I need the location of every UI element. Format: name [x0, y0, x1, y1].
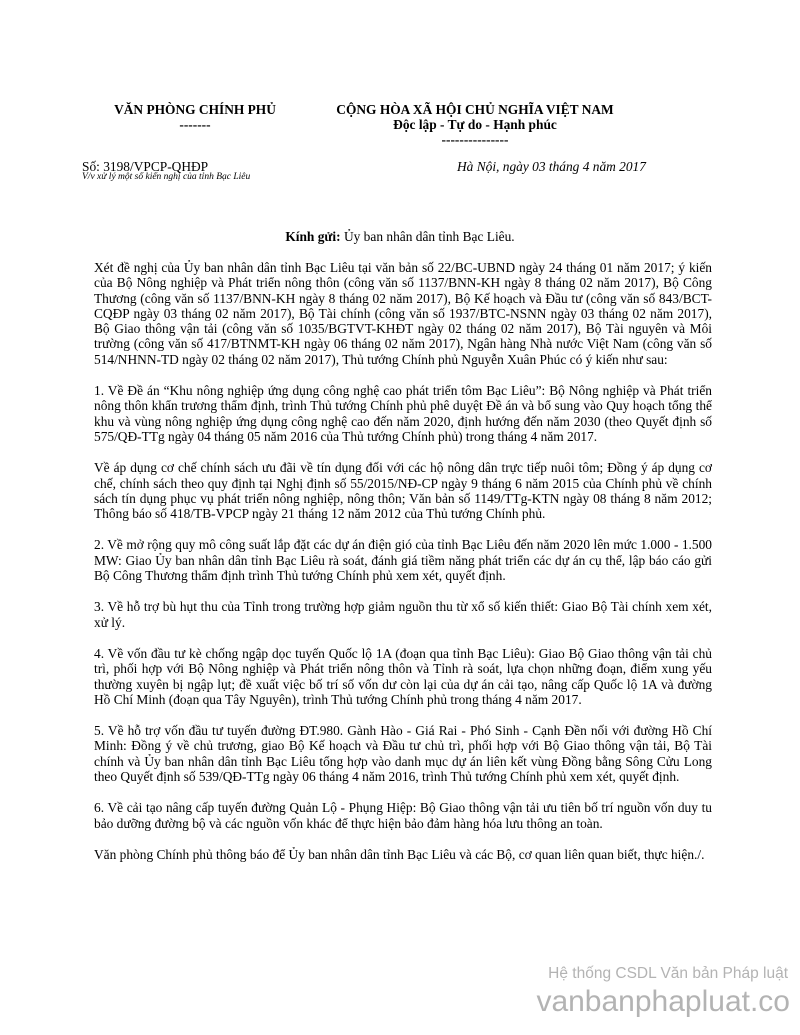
recipient-name: Ủy ban nhân dân tỉnh Bạc Liêu. [340, 229, 515, 244]
document-date: Hà Nội, ngày 03 tháng 4 năm 2017 [457, 159, 646, 174]
paragraph-item-5: 5. Về hỗ trợ vốn đầu tư tuyến đường ĐT.980. Gành Hào - Giá Rai - Phó Sinh - Cạnh Đền nối với đường Hồ Chí Minh: Đồng ý về chủ trương, giao Bộ Kế hoạch và Đầu tư chủ trì, phối hợp với Bộ Giao thông vận tải, Bộ Tài chính và Ủy ban nhân dân tỉnh Bạc Liêu tổng hợp vào danh mục dự án liên kết vùng Đồng bằng Sông Cửu Long theo Quyết định số 539/QĐ-TTg ngày 06 tháng 4 năm 2016, trình Thủ tướng Chính phủ xem xét, quyết định. [94, 723, 712, 785]
issuing-agency-block [105, 102, 285, 132]
paragraph-item-2: 2. Về mở rộng quy mô công suất lắp đặt các dự án điện gió của tỉnh Bạc Liêu đến năm 2020 lên mức 1.000 - 1.500 MW: Giao Ủy ban nhân dân tỉnh Bạc Liêu rà soát, đánh giá tiềm năng phát triển các dự án cụ thể, lập báo cáo gửi Bộ Công Thương thẩm định trình Thủ tướng Chính phủ xem xét, quyết định. [94, 537, 712, 584]
document-body [94, 260, 712, 878]
national-motto: Độc lập - Tự do - Hạnh phúc [393, 117, 557, 132]
paragraph-item-3: 3. Về hỗ trợ bù hụt thu của Tỉnh trong trường hợp giảm nguồn thu từ xổ số kiến thiết: Giao Bộ Tài chính xem xét, xử lý. [94, 599, 712, 630]
document-number: Số: 3198/VPCP-QHĐP [82, 159, 209, 174]
recipient-line [0, 229, 800, 244]
document-subject: V/v xử lý một số kiến nghị của tỉnh Bạc Liêu [82, 172, 251, 182]
paragraph-closing: Văn phòng Chính phủ thông báo để Ủy ban nhân dân tỉnh Bạc Liêu và các Bộ, cơ quan liên quan biết, thực hiện./. [94, 846, 705, 862]
agency-separator: ------- [179, 117, 211, 132]
paragraph-item-1: 1. Về Đề án “Khu nông nghiệp ứng dụng công nghệ cao phát triển tôm Bạc Liêu”: Bộ Nông nghiệp và Phát triển nông thôn khẩn trương thẩm định, trình Thủ tướng Chính phủ phê duyệt Đề án và bổ sung vào Quy hoạch tổng thể khu và vùng nông nghiệp ứng dụng công nghệ cao đến năm 2020, định hướng đến năm 2030 (theo Quyết định số 575/QĐ-TTg ngày 04 tháng 05 năm 2016 của Thủ tướng Chính phủ) trong tháng 4 năm 2017. [94, 383, 712, 444]
watermark-caption: Hệ thống CSDL Văn bản Pháp luật [548, 965, 788, 982]
recipient-label: Kính gửi: [285, 229, 341, 244]
paragraph-intro: Xét đề nghị của Ủy ban nhân dân tỉnh Bạc Liêu tại văn bản số 22/BC-UBND ngày 24 tháng 01 năm 2017; ý kiến của Bộ Nông nghiệp và Phát triển nông thôn (công văn số 1137/BNN-KH ngày 8 tháng 02 năm 2017), Bộ Công Thương (công văn số 1137/BNN-KH ngày 8 tháng 02 năm 2017), Bộ Kế hoạch và Đầu tư (công văn số 843/BCT-CQĐP ngày 03 tháng 02 năm 2017), Bộ Tài chính (công văn số 1937/BTC-NSNN ngày 03 tháng 02 năm 2017), Bộ Giao thông vận tải (công văn số 1035/BGTVT-KHĐT ngày 02 tháng 02 năm 2017), Bộ Tài nguyên và Môi trường (công văn số 417/BTNMT-KH ngày 06 tháng 02 năm 2017), Ngân hàng Nhà nước Việt Nam (công văn số 514/NHNN-TD ngày 02 tháng 02 năm 2017), Thủ tướng Chính phủ Nguyễn Xuân Phúc có ý kiến như sau: [94, 260, 712, 367]
paragraph-item-6: 6. Về cải tạo nâng cấp tuyến đường Quản Lộ - Phụng Hiệp: Bộ Giao thông vận tải ưu tiên bố trí nguồn vốn duy tu bảo dưỡng đường bộ và các nguồn vốn khác để thực hiện bảo đảm hàng hóa lưu thông an toàn. [94, 800, 712, 831]
motto-separator: --------------- [441, 132, 509, 147]
national-title-block [325, 102, 625, 147]
paragraph-item-4: 4. Về vốn đầu tư kè chống ngập dọc tuyến Quốc lộ 1A (đoạn qua tỉnh Bạc Liêu): Giao Bộ Giao thông vận tải chủ trì, phối hợp với Bộ Nông nghiệp và Phát triển nông thôn và Tỉnh rà soát, lựa chọn những đoạn, điểm xung yếu thường xuyên bị ngập lụt; đề xuất việc bố trí số vốn dư còn lại của dự án cải tạo, nâng cấp Quốc lộ 1A và đường Hồ Chí Minh (đoạn qua Tây Nguyên), trình Thủ tướng Chính phủ trong tháng 4 năm 2017. [94, 645, 712, 707]
issuing-agency: VĂN PHÒNG CHÍNH PHỦ [114, 102, 276, 117]
paragraph-item-1-credit: Về áp dụng cơ chế chính sách ưu đãi về tín dụng đối với các hộ nông dân trực tiếp nuôi tôm; Đồng ý áp dụng cơ chế, chính sách theo quy định tại Nghị định số 55/2015/NĐ-CP ngày 9 tháng 6 năm 2015 của Chính phủ về chính sách tín dụng phục vụ phát triển nông nghiệp, nông thôn; Văn bản số 1149/TTg-KTN ngày 08 tháng 8 năm 2012; Thông báo số 418/TB-VPCP ngày 21 tháng 12 năm 2012 của Thủ tướng Chính phủ. [94, 460, 712, 522]
national-title: CỘNG HÒA XÃ HỘI CHỦ NGHĨA VIỆT NAM [336, 102, 614, 117]
watermark-site: vanbanphapluat.co [536, 985, 790, 1018]
